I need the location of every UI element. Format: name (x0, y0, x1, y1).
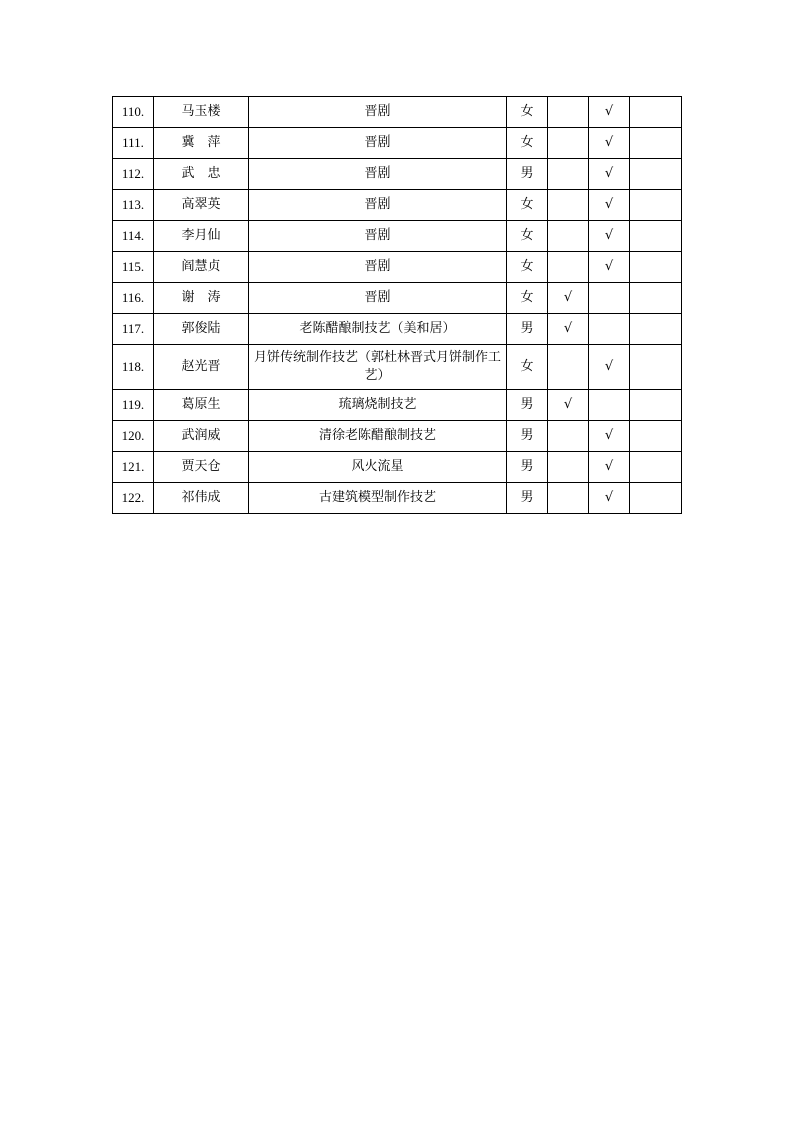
gender: 女 (507, 128, 548, 159)
check-cell-a: √ (548, 390, 589, 421)
check-cell-c (630, 452, 682, 483)
table-body (113, 97, 682, 514)
check-cell-c (630, 390, 682, 421)
gender: 男 (507, 452, 548, 483)
row-number: 114. (113, 221, 154, 252)
check-cell-a: √ (548, 283, 589, 314)
project-name: 风火流星 (249, 452, 507, 483)
check-cell-a (548, 128, 589, 159)
check-cell-c (630, 128, 682, 159)
check-cell-b: √ (589, 190, 630, 221)
table-row (113, 390, 682, 421)
table-row (113, 128, 682, 159)
check-cell-a (548, 452, 589, 483)
person-name: 祁伟成 (154, 483, 249, 514)
check-cell-b: √ (589, 128, 630, 159)
check-cell-a (548, 345, 589, 390)
person-name: 武 忠 (154, 159, 249, 190)
project-name: 月饼传统制作技艺（郭杜林晋式月饼制作工艺） (249, 345, 507, 390)
check-cell-b (589, 314, 630, 345)
gender: 女 (507, 252, 548, 283)
person-name: 谢 涛 (154, 283, 249, 314)
row-number: 117. (113, 314, 154, 345)
check-cell-a (548, 421, 589, 452)
check-cell-c (630, 97, 682, 128)
table-row (113, 483, 682, 514)
check-cell-c (630, 345, 682, 390)
person-name: 李月仙 (154, 221, 249, 252)
gender: 女 (507, 283, 548, 314)
row-number: 122. (113, 483, 154, 514)
person-name: 武润威 (154, 421, 249, 452)
row-number: 121. (113, 452, 154, 483)
project-name: 晋剧 (249, 128, 507, 159)
project-name: 晋剧 (249, 159, 507, 190)
gender: 女 (507, 345, 548, 390)
row-number: 113. (113, 190, 154, 221)
table-row (113, 190, 682, 221)
check-cell-c (630, 314, 682, 345)
gender: 男 (507, 159, 548, 190)
table-row (113, 421, 682, 452)
person-name: 贾天仓 (154, 452, 249, 483)
check-cell-b: √ (589, 97, 630, 128)
project-name: 老陈醋酿制技艺（美和居） (249, 314, 507, 345)
check-cell-c (630, 283, 682, 314)
row-number: 110. (113, 97, 154, 128)
check-cell-a (548, 190, 589, 221)
check-cell-b: √ (589, 221, 630, 252)
person-name: 冀 萍 (154, 128, 249, 159)
table-row (113, 345, 682, 390)
check-cell-b: √ (589, 483, 630, 514)
row-number: 112. (113, 159, 154, 190)
project-name: 晋剧 (249, 221, 507, 252)
project-name: 琉璃烧制技艺 (249, 390, 507, 421)
person-name: 赵光晋 (154, 345, 249, 390)
project-name: 晋剧 (249, 283, 507, 314)
gender: 女 (507, 97, 548, 128)
project-name: 晋剧 (249, 190, 507, 221)
table-row (113, 97, 682, 128)
gender: 男 (507, 483, 548, 514)
check-cell-a (548, 159, 589, 190)
check-cell-c (630, 190, 682, 221)
check-cell-b: √ (589, 345, 630, 390)
check-cell-c (630, 421, 682, 452)
table-row (113, 452, 682, 483)
check-cell-b: √ (589, 421, 630, 452)
table-row (113, 221, 682, 252)
gender: 男 (507, 421, 548, 452)
table-row (113, 283, 682, 314)
gender: 女 (507, 190, 548, 221)
gender: 女 (507, 221, 548, 252)
row-number: 115. (113, 252, 154, 283)
person-name: 葛原生 (154, 390, 249, 421)
row-number: 119. (113, 390, 154, 421)
check-cell-b: √ (589, 452, 630, 483)
check-cell-a (548, 221, 589, 252)
table-row (113, 159, 682, 190)
gender: 男 (507, 390, 548, 421)
person-name: 阎慧贞 (154, 252, 249, 283)
check-cell-a: √ (548, 314, 589, 345)
project-name: 晋剧 (249, 252, 507, 283)
check-cell-b: √ (589, 252, 630, 283)
inheritor-table (112, 96, 682, 514)
person-name: 马玉楼 (154, 97, 249, 128)
check-cell-a (548, 483, 589, 514)
check-cell-c (630, 221, 682, 252)
check-cell-b (589, 390, 630, 421)
check-cell-b: √ (589, 159, 630, 190)
table-row (113, 252, 682, 283)
table-row (113, 314, 682, 345)
check-cell-b (589, 283, 630, 314)
check-cell-c (630, 159, 682, 190)
check-cell-c (630, 483, 682, 514)
project-name: 古建筑模型制作技艺 (249, 483, 507, 514)
person-name: 高翠英 (154, 190, 249, 221)
check-cell-a (548, 97, 589, 128)
row-number: 118. (113, 345, 154, 390)
row-number: 116. (113, 283, 154, 314)
project-name: 晋剧 (249, 97, 507, 128)
check-cell-a (548, 252, 589, 283)
row-number: 111. (113, 128, 154, 159)
person-name: 郭俊陆 (154, 314, 249, 345)
gender: 男 (507, 314, 548, 345)
check-cell-c (630, 252, 682, 283)
row-number: 120. (113, 421, 154, 452)
project-name: 清徐老陈醋酿制技艺 (249, 421, 507, 452)
